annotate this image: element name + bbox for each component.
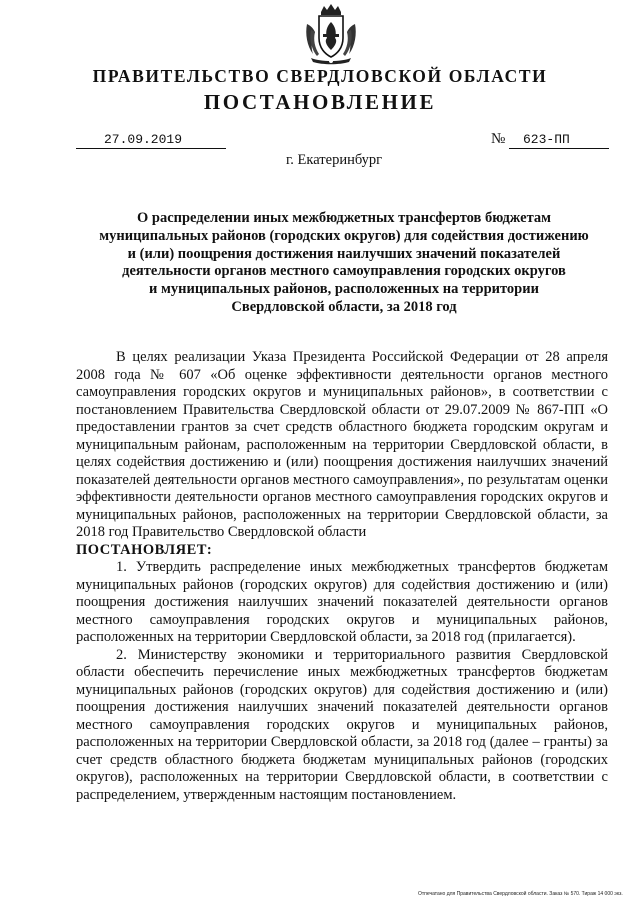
item-paragraph-2: 2. Министерству экономики и территориального развития Свердловской области обеспечить перечисление иных межбюджетных трансфертов бюджетам муниципальных районов (городских округов) для содействия достижению и (или) поощрения достижения наилучших значений показателей деятельности органов местного самоуправления городских округов и муниципальных районов, расположенных на территории Свердловской области, за 2018 год (далее – гранты) за счет средств областного бюджета бюджетам муниципальных районов (городских округов), расположенных на территории Свердловской области, в соответствии с распределением, утвержденным настоящим постановлением. bbox=[76, 646, 608, 803]
sverdlovsk-coat-of-arms-icon bbox=[303, 4, 359, 66]
preamble-paragraph: В целях реализации Указа Президента Российской Федерации от 28 апреля 2008 года № 607 «Об оценке эффективности деятельности органов местного самоуправления городских округов и муниципальных районов», в соответствии с постановлением Правительства Свердловской области от 29.07.2009 № 867-ПП «О предоставлении грантов за счет средств областного бюджета городским округам и муниципальным районам, расположенным на территории Свердловской области, в целях содействия достижению и (или) поощрения достижения наилучших значений показателей деятельности органов местного самоуправления», по результатам оценки эффективности деятельности органов местного самоуправления городских округов и муниципальных районов, расположенных на территории Свердловской области, за 2018 год Правительство Свердловской области bbox=[76, 349, 608, 540]
item-paragraph-1: 1. Утвердить распределение иных межбюджетных трансфертов бюджетам муниципальных районов (городских округов) для содействия достижению и (или) поощрения достижения наилучших значений показателей деятельности органов местного самоуправления городских округов и муниципальных районов, расположенных на территории Свердловской области, за 2018 год (прилагается). bbox=[76, 559, 608, 645]
city-name: г. Екатеринбург bbox=[286, 152, 383, 168]
title-line: деятельности органов местного самоуправления городских округов bbox=[122, 263, 566, 280]
title-line: и муниципальных районов, расположенных на территории bbox=[149, 281, 539, 298]
title-line: Свердловской области, за 2018 год bbox=[231, 298, 457, 315]
government-name: ПРАВИТЕЛЬСТВО СВЕРДЛОВСКОЙ ОБЛАСТИ bbox=[92, 66, 548, 86]
number-sign: № bbox=[491, 131, 506, 147]
decree-word: ПОСТАНОВЛЯЕТ: bbox=[76, 541, 213, 558]
print-note: Отпечатано для Правительства Свердловской области. Заказ № 570. Тираж 14 000 экз. bbox=[418, 891, 623, 897]
document-date: 27.09.2019 bbox=[76, 132, 226, 149]
title-line: О распределении иных межбюджетных трансфертов бюджетам bbox=[136, 210, 551, 226]
document-title bbox=[74, 210, 614, 317]
title-line: муниципальных районов (городских округов) для содействия достижению bbox=[99, 227, 589, 244]
document-type: ПОСТАНОВЛЕНИЕ bbox=[203, 90, 437, 114]
document-body bbox=[76, 349, 608, 804]
document-number: 623-ПП bbox=[509, 132, 609, 149]
title-line: и (или) поощрения достижения наилучших значений показателей bbox=[127, 245, 561, 262]
